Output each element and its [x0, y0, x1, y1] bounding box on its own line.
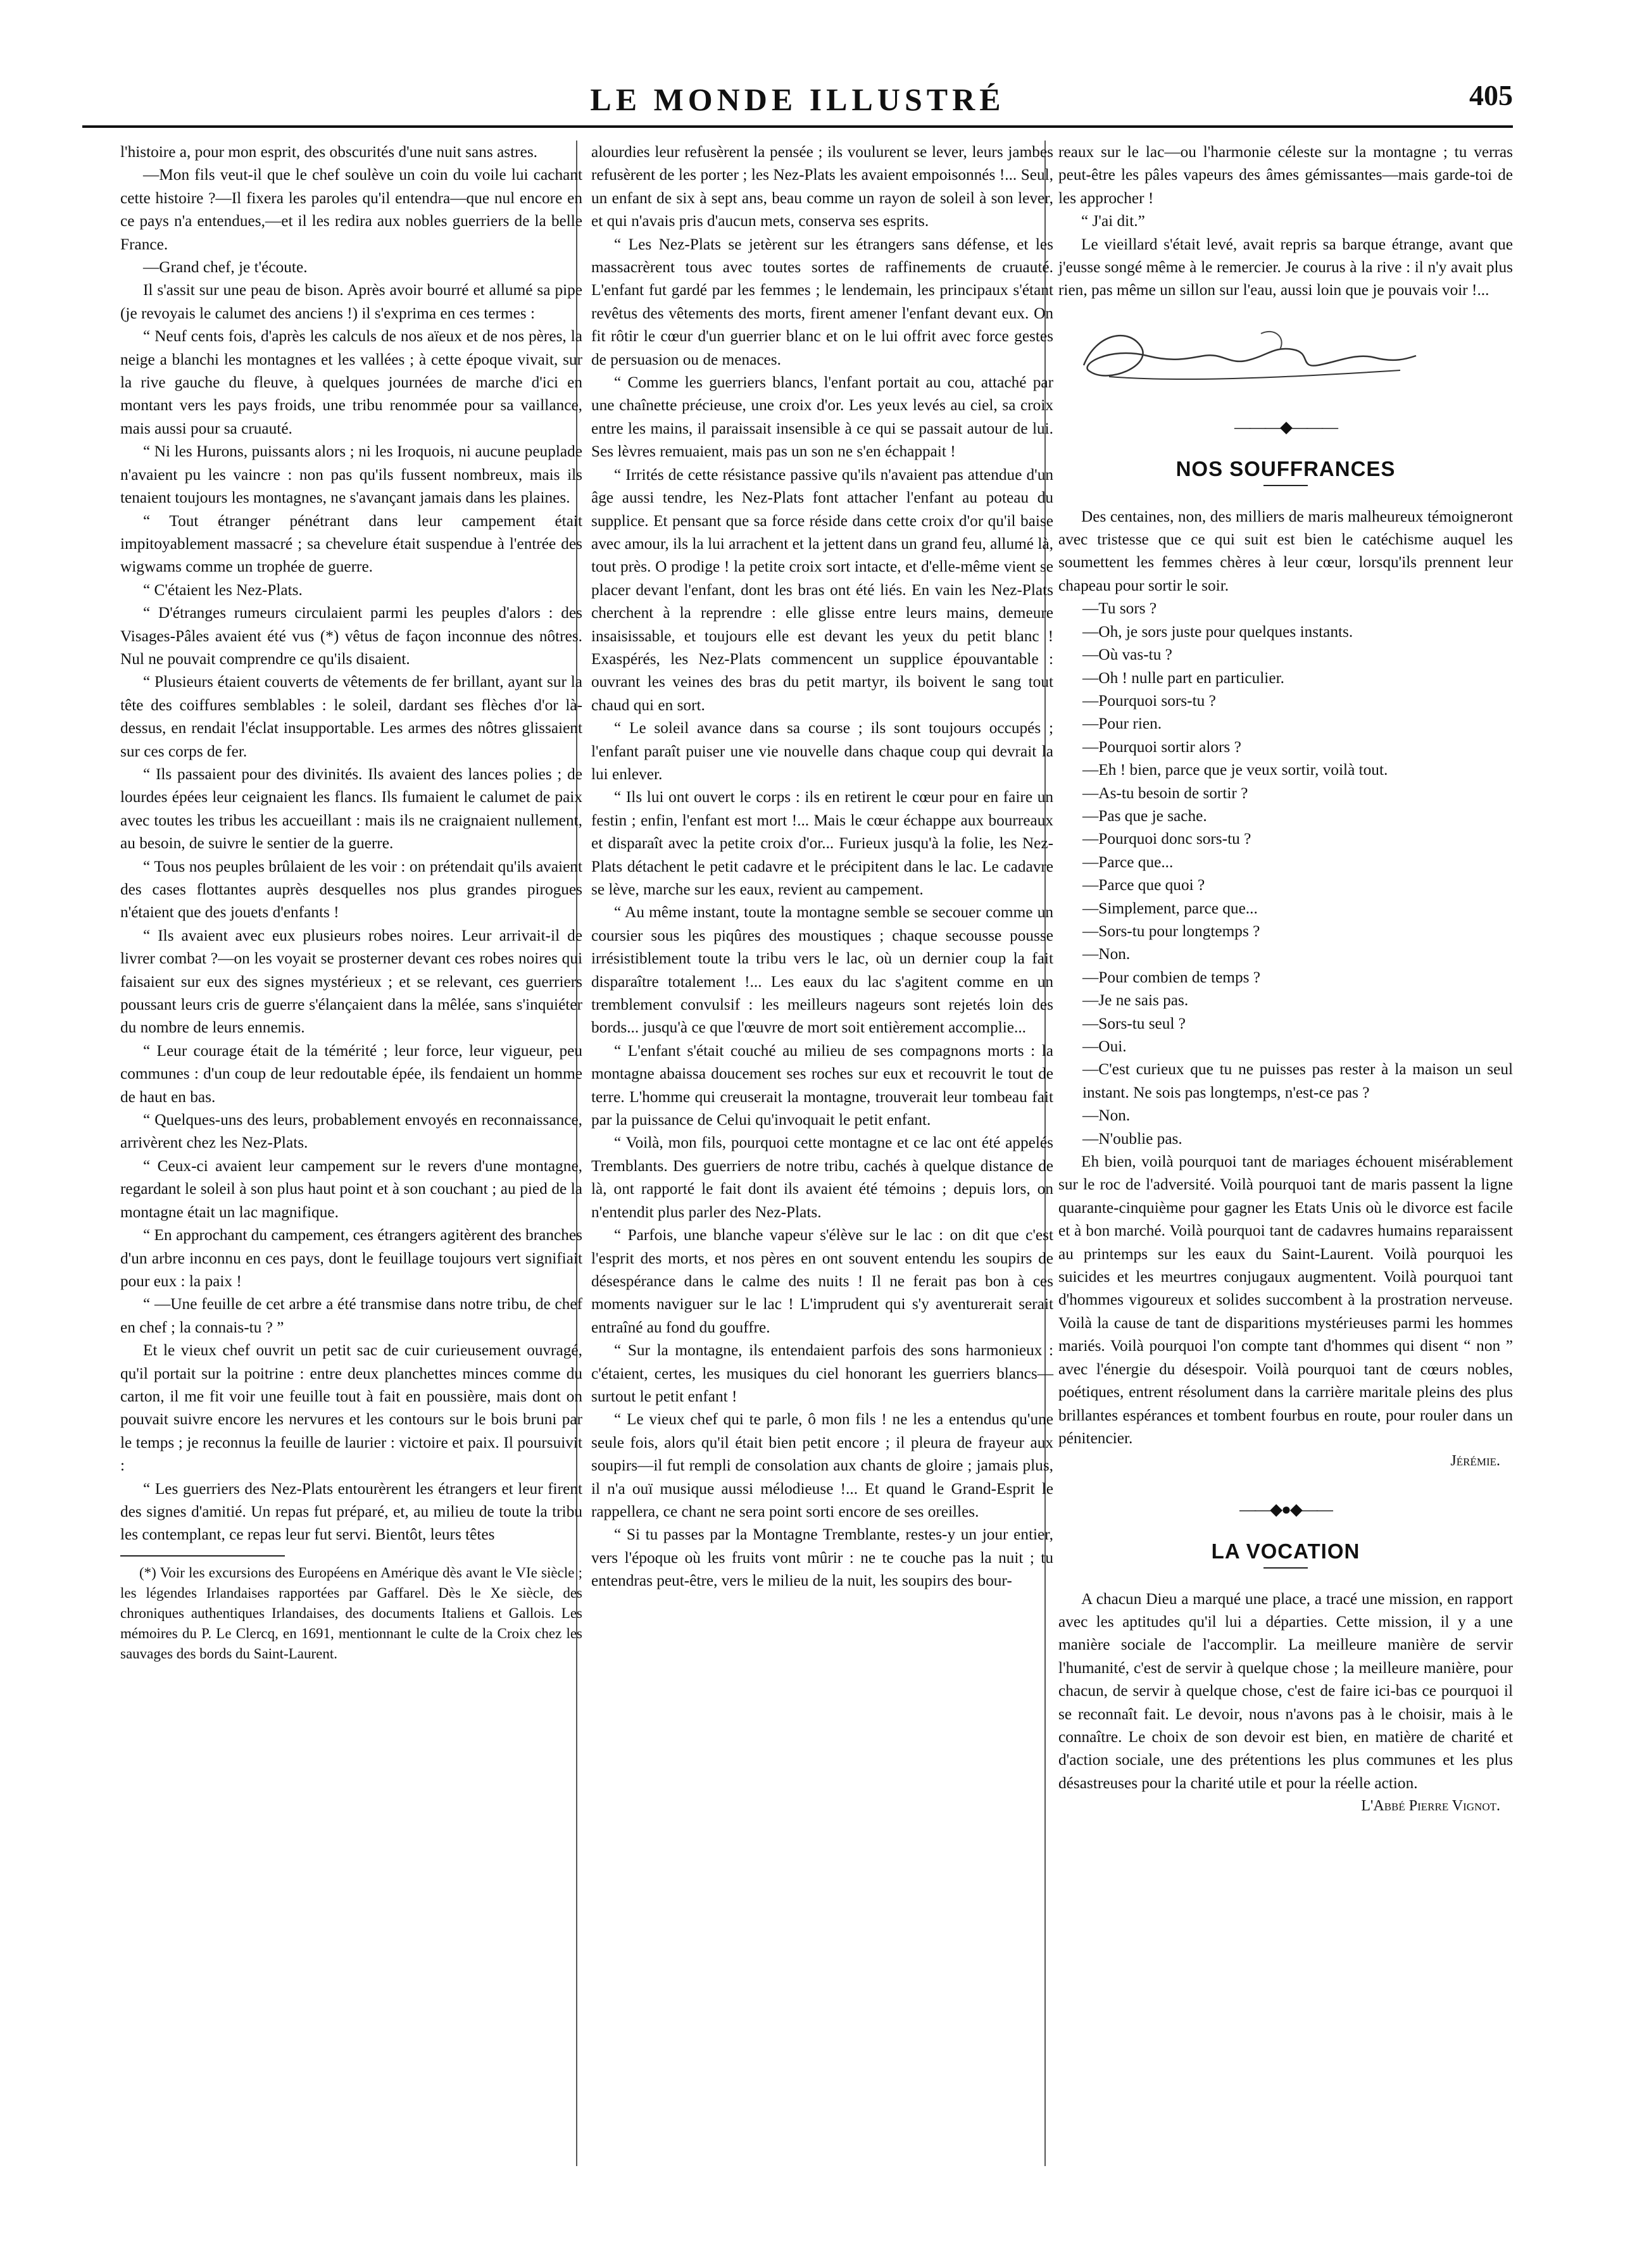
footnote-divider — [120, 1555, 285, 1557]
page-number: 405 — [1469, 79, 1513, 111]
paragraph: Eh bien, voilà pourquoi tant de mariages échouent misérablement sur le roc de l'adversité. Voilà pourquoi tant de maris passent la ligne quarante-cinquième pour gagner les Etats Unis où le divorce est facile et à bon marché. Voilà pourquoi tant de cadavres humains reparaissent au printemps sur les eaux du Saint-Laurent. Voilà pourquoi les suicides et les meurtres conjugaux augmentent. Voilà pourquoi tant d'hommes vigoureux et solides succombent à la prostration nerveuse. Voilà la cause de tant de disparitions mystérieuses parmi les hommes mariés. Voilà pourquoi l'on compte tant d'hommes qui disent “ non ” avec l'énergie du désespoir. Voilà pourquoi tant de cœurs nobles, poétiques, entrent résolument dans la carrière maritale pleins des plus brillantes espérances et tombent fourbus en route, pour rouler dans un pénitencier. — [1058, 1153, 1513, 1447]
dialogue-line: —Pourquoi donc sors-tu ? — [1082, 830, 1251, 848]
paragraph: “ En approchant du campement, ces étrangers agitèrent des branches d'un arbre inconnu en ces pays, dont le feuillage toujours vert signifiait pour eux : la paix ! — [120, 1226, 582, 1290]
dialogue-line: —Je ne sais pas. — [1082, 991, 1189, 1010]
paragraph: “ Parfois, une blanche vapeur s'élève sur le lac : on dit que c'est l'esprit des morts, et nos pères en ont souvent entendu les soupirs de désespérance dans le calme des nuits ! Il ne ferait pas bon à ces moments naviguer sur le lac ! L'imprudent qui s'y aventurerait serait entraîné au fond du gouffre. — [591, 1226, 1053, 1336]
page-header — [82, 75, 1513, 128]
paragraph: —Grand chef, je t'écoute. — [143, 258, 308, 277]
dialogue-line: —As-tu besoin de sortir ? — [1082, 784, 1248, 802]
dialogue-line: —Pour combien de temps ? — [1082, 968, 1261, 986]
paragraph: “ Plusieurs étaient couverts de vêtements de fer brillant, ayant sur la tête des coiffures semblables : le soleil, dardant ses flèches d'or là-dessus, en rendait l'éclat insupportable. Les armes des nôtres glissaient sur ces corps de fer. — [120, 673, 582, 760]
paragraph: “ —Une feuille de cet arbre a été transmise dans notre tribu, de chef en chef ; la connais-tu ? ” — [120, 1295, 582, 1336]
title-underline — [1263, 485, 1308, 486]
author-signature: Jérémie. — [1450, 1453, 1500, 1470]
paragraph: alourdies leur refusèrent la pensée ; ils voulurent se lever, leurs jambes refusèrent de les porter ; les Nez-Plats les avaient empoisonnés !... Seul, un enfant de six à sept ans, beau comme un rayon de soleil à son lever, et qui n'avais pris d'aucun mets, conserva ses esprits. — [591, 143, 1053, 230]
section-title-nos-souffrances: NOS SOUFFRANCES — [1175, 457, 1396, 481]
paragraph: “ Ceux-ci avaient leur campement sur le revers d'une montagne, regardant le soleil à son plus haut point et à son couchant ; au pied de la montagne était un lac magnifique. — [120, 1156, 582, 1221]
paragraph: “ Sur la montagne, ils entendaient parfois des sons harmonieux : c'étaient, certes, les musiques du ciel honorant les guerriers blancs—surtout le petit enfant ! — [591, 1341, 1053, 1405]
section-ornament: ———◆——— — [1234, 417, 1337, 436]
paragraph: “ Ils lui ont ouvert le corps : ils en retirent le cœur pour en faire un festin ; enfin, l'enfant est mort !... Mais le cœur échappe aux bourreaux et disparaît avec la petite croix d'or... Furieux jusqu'à la folie, les Nez-Plats détachent le petit cadavre et le précipitent dans le lac. Le cadavre se lève, marche sur les eaux, revient au campement. — [591, 788, 1053, 898]
author-signature-image — [1071, 321, 1426, 391]
paragraph: “ Les guerriers des Nez-Plats entourèrent les étrangers et leur firent des signes d'amitié. Un repas fut préparé, et, au milieu de toute la tribu les contemplant, ce repas leur fut servi. Bientôt, leurs têtes — [120, 1479, 582, 1544]
column-1 — [120, 141, 582, 1664]
paragraph: “ Ni les Hurons, puissants alors ; ni les Iroquois, ni aucune peuplade n'avaient pu les vaincre : non pas qu'ils fussent nombreux, mais ils tenaient toujours les montagnes, ne s'avançant jamais dans les plaines. — [120, 442, 582, 507]
paragraph: “ Ils avaient avec eux plusieurs robes noires. Leur arrivait-il de livrer combat ?—on les voyait se prosterner devant ces robes noires qui faisaient sur eux des signes mystérieux ; et se relevant, ces guerriers poussant leurs cris de guerre s'élançaient dans la mêlée, sans s'inquiéter du nombre de leurs ennemis. — [120, 926, 582, 1037]
dialogue-line: —Oh, je sors juste pour quelques instants. — [1082, 622, 1353, 641]
paragraph: “ Irrités de cette résistance passive qu'ils n'avaient pas attendue d'un âge aussi tendre, les Nez-Plats font attacher l'enfant au poteau du supplice. Et pensant que sa force réside dans cette croix d'or qu'il baise avec amour, ils la lui arrachent et la jettent dans un grand feu, allumé là, tout près. O prodige ! la petite croix sort intacte, et d'elle-même vient se placer devant l'enfant, dont les bras ont été liés. En vain les Nez-Plats cherchent à la reprendre : elle glisse entre leurs mains, demeure insaisissable, et toujours elle est devant les yeux du petit blanc ! Exaspérés, les Nez-Plats commencent un supplice épouvantable : ouvrant les veines des bras du petit martyr, ils boivent le sang tout chaud qui en sort. — [591, 465, 1053, 714]
dialogue-line: —Pas que je sache. — [1082, 806, 1207, 825]
paragraph: “ Les Nez-Plats se jetèrent sur les étrangers sans défense, et les massacrèrent tous avec toutes sortes de raffinements de cruauté. L'enfant fut gardé par les femmes ; le lendemain, les principaux s'étant revêtus des vêtements des morts, firent amener l'enfant devant eux. On fit rôtir le cœur d'un guerrier blanc et on le lui offrit avec force gestes de persuasion ou de menaces. — [591, 235, 1053, 368]
paragraph: “ Neuf cents fois, d'après les calculs de nos aïeux et de nos pères, la neige a blanchi les montagnes et les vallées ; à cette époque vivait, sur la rive gauche du fleuve, à quelques journées de marche d'ici en montant vers les pays froids, une tribu renommée pour sa vaillance, mais aussi pour sa cruauté. — [120, 327, 582, 437]
paragraph: “ Si tu passes par la Montagne Tremblante, restes-y un jour entier, vers l'époque où les fruits vont mûrir : ne te couche pas la nuit ; tu entendras peut-être, vers le milieu de la nuit, les soupirs des bour- — [591, 1526, 1053, 1590]
paragraph: “ Le soleil avance dans sa course ; ils sont toujours occupés ; l'enfant paraît puiser une vie nouvelle dans chaque coup qui devrait la lui enlever. — [591, 719, 1053, 783]
footnote: (*) Voir les excursions des Européens en Amérique dès avant le VIe siècle ; les légendes Irlandaises rapportées par Gaffarel. Dès le Xe siècle, des chroniques authentiques Irlandaises, des documents Italiens et Gallois. Les mémoires du P. Le Clercq, en 1691, mentionnant le culte de la Croix chez les sauvages des bords du Saint-Laurent. — [120, 1564, 582, 1662]
paragraph: Et le vieux chef ouvrit un petit sac de cuir curieusement ouvragé, qu'il portait sur la poitrine : entre deux planchettes minces comme du carton, il me fit voir une feuille tout à fait en poussière, mais dont on pouvait suivre encore les nervures et les contours sur le bois bruni par le temps ; je reconnus la feuille de laurier : victoire et paix. Il poursuivit : — [120, 1341, 582, 1475]
dialogue-line: —Eh ! bien, parce que je veux sortir, voilà tout. — [1082, 761, 1388, 779]
paragraph: “ Leur courage était de la témérité ; leur force, leur vigueur, peu communes : d'un coup de leur redoutable épée, ils fendaient un homme de haut en bas. — [120, 1041, 582, 1106]
masthead-title: LE MONDE ILLUSTRÉ — [590, 82, 1005, 117]
dialogue-line: —Où vas-tu ? — [1082, 646, 1172, 664]
paragraph: “ Le vieux chef qui te parle, ô mon fils ! ne les a entendus qu'une seule fois, alors qu'il était bien petit encore ; il pleura de frayeur aux soupirs—il fut rempli de consolation aux chants de gloire ; jamais plus, il n'a ouï musique aussi mélodieuse !... Et quand le Grand-Esprit le rappellera, ce chant ne sera point sorti encore de ses oreilles. — [591, 1410, 1053, 1520]
dialogue-line: —Sors-tu pour longtemps ? — [1082, 922, 1260, 940]
paragraph: “ J'ai dit.” — [1081, 212, 1145, 230]
paragraph: Des centaines, non, des milliers de maris malheureux témoigneront avec tristesse que ce qui suit est bien le catéchisme auquel les soumettent les femmes chères à leur cœur, lorsqu'ils prennent leur chapeau pour sortir le soir. — [1058, 507, 1513, 594]
paragraph: “ D'étranges rumeurs circulaient parmi les peuples d'alors : des Visages-Pâles avaient été vus (*) vêtus de façon inconnue des nôtres. Nul ne pouvait comprendre ce qu'ils disaient. — [120, 604, 582, 668]
dialogue-line: —Tu sors ? — [1082, 599, 1157, 618]
dialogue-line: —C'est curieux que tu ne puisses pas rester à la maison un seul instant. Ne sois pas longtemps, n'est-ce pas ? — [1082, 1060, 1513, 1101]
paragraph: A chacun Dieu a marqué une place, a tracé une mission, en rapport avec les aptitudes qu'il lui a départies. Cette mission, il y a une manière sociale de l'accomplir. La meilleure manière de servir l'humanité, c'est de servir à quelque chose ; la meilleure manière, pour chacun, de servir à quelque chose, c'est de faire ici-bas ce pourquoi il se reconnaît fait. Le devoir, nous n'avons pas à le choisir, mais à le connaître. Le choix de son devoir est bien, en matière de charité et d'action sociale, une des prétentions les plus communes et les plus désastreuses pour la charité utile et pour la réelle action. — [1058, 1589, 1513, 1792]
paragraph: “ Au même instant, toute la montagne semble se secouer comme un coursier sous les piqûres des moustiques ; chaque secousse pousse irrésistiblement toute la tribu vers le lac, où un dernier coup la fait disparaître totalement !... Les eaux du lac s'agitent comme en un tremblement convulsif : les meilleurs nageurs sont rejetés loin des bords... jusqu'à ce que l'œuvre de mort soit entièrement accomplie... — [591, 903, 1053, 1037]
dialogue-line: —Pourquoi sors-tu ? — [1082, 691, 1216, 710]
dialogue-line: —Non. — [1082, 945, 1131, 963]
section-ornament: ——◆●◆—— — [1239, 1500, 1332, 1519]
dialogue-line: —Pour rien. — [1082, 715, 1162, 733]
column-2 — [591, 141, 1053, 1593]
paragraph: “ Comme les guerriers blancs, l'enfant portait au cou, attaché par une chaînette précieuse, une croix d'or. Les yeux levés au ciel, sa croix entre les mains, il paraissait insensible à ce qui se passait autour de lui. Ses lèvres remuaient, mais pas un son ne s'en échappait ! — [591, 373, 1053, 461]
paragraph: “ L'enfant s'était couché au milieu de ses compagnons morts : la montagne abaissa doucement ses roches sur eux et recouvrit le tout de terre. L'homme qui creuserait la montagne, trouverait leur tombeau fait par la puissance de Celui qu'invoquait le petit enfant. — [591, 1041, 1053, 1129]
paragraph: Le vieillard s'était levé, avait repris sa barque étrange, avant que j'eusse songé même à le remercier. Je courus à la rive : il n'y avait plus rien, pas même un sillon sur l'eau, aussi loin que je pouvais voir !... — [1058, 235, 1513, 299]
dialogue-line: —N'oublie pas. — [1082, 1129, 1182, 1148]
dialogue-line: —Oui. — [1082, 1037, 1127, 1055]
paragraph: reaux sur le lac—ou l'harmonie céleste sur la montagne ; tu verras peut-être les pâles vapeurs des âmes gémissantes—mais garde-toi de les approcher ! — [1058, 143, 1513, 207]
paragraph: “ Tous nos peuples brûlaient de les voir : on prétendait qu'ils avaient des cases flottantes auprès desquelles nos plus grandes pirogues n'étaient que des jouets d'enfants ! — [120, 857, 582, 922]
author-signature: L'Abbé Pierre Vignot. — [1361, 1798, 1500, 1815]
column-3 — [1058, 141, 1513, 1818]
title-underline — [1263, 1567, 1308, 1569]
paragraph: —Mon fils veut-il que le chef soulève un coin du voile lui cachant cette histoire ?—Il fixera les paroles qu'il entendra—que nul encore en ce pays n'a entendues,—et il les redira aux nobles guerriers de la belle France. — [120, 166, 582, 253]
dialogue-line: —Sors-tu seul ? — [1082, 1014, 1186, 1032]
dialogue-line: —Pourquoi sortir alors ? — [1082, 737, 1241, 756]
dialogue-line: —Parce que quoi ? — [1082, 876, 1205, 894]
dialogue-line: —Oh ! nulle part en particulier. — [1082, 668, 1284, 687]
section-title-la-vocation: LA VOCATION — [1211, 1539, 1360, 1563]
paragraph: “ Tout étranger pénétrant dans leur campement était impitoyablement massacré ; sa chevelure était suspendue à l'entrée des wigwams comme un trophée de guerre. — [120, 511, 582, 576]
dialogue-line: —Non. — [1082, 1106, 1131, 1125]
paragraph: “ Quelques-uns des leurs, probablement envoyés en reconnaissance, arrivèrent chez les Nez-Plats. — [120, 1111, 582, 1152]
paragraph: Il s'assit sur une peau de bison. Après avoir bourré et allumé sa pipe (je revoyais le calumet des anciens !) il s'exprima en ces termes : — [120, 281, 582, 322]
dialogue-line: —Parce que... — [1082, 853, 1174, 871]
dialogue-line: —Simplement, parce que... — [1082, 899, 1258, 917]
paragraph: “ C'étaient les Nez-Plats. — [143, 580, 303, 599]
paragraph: “ Voilà, mon fils, pourquoi cette montagne et ce lac ont été appelés Tremblants. Des guerriers de notre tribu, cachés à quelque distance de là, ont rapporté le fait dont ils avaient été témoins ; depuis lors, on n'entendit plus parler des Nez-Plats. — [591, 1134, 1053, 1221]
paragraph: l'histoire a, pour mon esprit, des obscurités d'une nuit sans astres. — [120, 143, 537, 161]
paragraph: “ Ils passaient pour des divinités. Ils avaient des lances polies ; de lourdes épées leur ceignaient les flancs. Ils fumaient le calumet de paix avec toutes les tribus les accueillant : mais ils ne craignaient nullement, au besoin, de suivre le sentier de la guerre. — [120, 765, 582, 853]
